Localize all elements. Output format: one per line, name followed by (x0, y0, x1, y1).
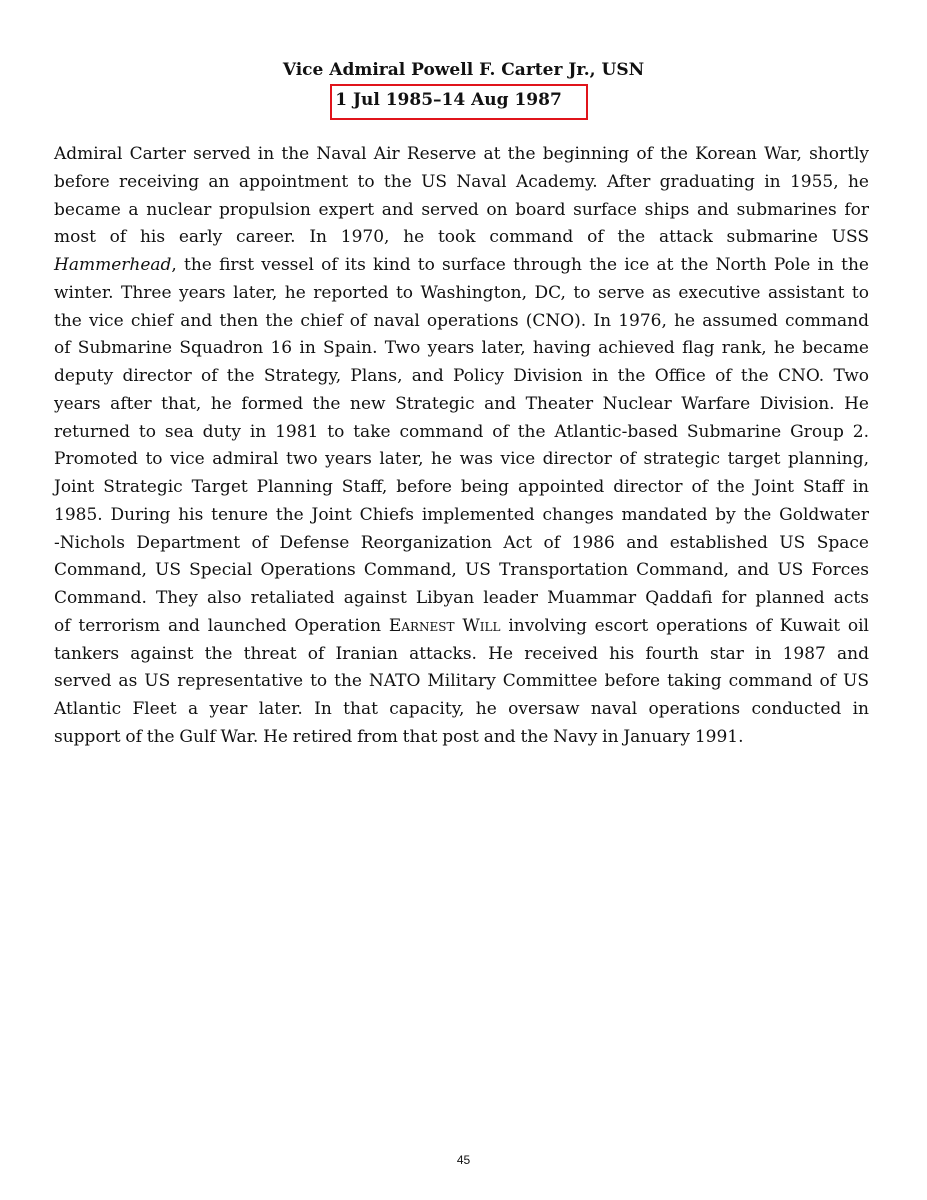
operation-name-smallcaps: Earnest Will (388, 615, 501, 636)
biography-line: Promoted to vice admiral two years later, he was vice director of strategic target planning, (54, 449, 869, 470)
biography-line: 1985. During his tenure the Joint Chiefs implemented changes mandated by the Goldwater (54, 504, 869, 525)
biography-line: support of the Gulf War. He retired from that post and the Navy in January 1991. (54, 726, 744, 747)
biography-line: before receiving an appointment to the US Naval Academy. After graduating in 1955, he (54, 171, 869, 192)
biography-line: tankers against the threat of Iranian attacks. He received his fourth star in 1987 and (54, 643, 869, 664)
biography-line: Admiral Carter served in the Naval Air Reserve at the beginning of the Korean War, shortly (54, 144, 869, 164)
biography-paragraph (54, 141, 869, 752)
biography-line: served as US representative to the NATO Military Committee before taking command of US (54, 671, 869, 692)
biography-line: deputy director of the Strategy, Plans, and Policy Division in the Office of the CNO. Two (54, 366, 869, 386)
biography-line: of Submarine Squadron 16 in Spain. Two years later, having achieved flag rank, he became (54, 338, 869, 359)
ship-name-italic: Hammerhead (54, 255, 172, 275)
biography-line: Joint Strategic Target Planning Staff, before being appointed director of the Joint Staff in (54, 477, 869, 497)
page-title: Vice Admiral Powell F. Carter Jr., USN (282, 60, 645, 80)
tenure-dates-highlighted: 1 Jul 1985–14 Aug 1987 (330, 84, 588, 120)
biography-line: Command. They also retaliated against Libyan leader Muammar Qaddafi for planned acts (54, 588, 869, 608)
biography-line: -Nichols Department of Defense Reorganization Act of 1986 and established US Space (54, 532, 869, 553)
tenure-row (0, 84, 927, 120)
biography-line: years after that, he formed the new Strategic and Theater Nuclear Warfare Division. He (54, 393, 869, 414)
biography-line: the vice chief and then the chief of naval operations (CNO). In 1976, he assumed command (54, 310, 869, 331)
biography-line-text: , the first vessel of its kind to surface through the ice at the North Pole in the (171, 255, 869, 275)
biography-line: became a nuclear propulsion expert and served on board surface ships and submarines for (54, 199, 869, 220)
biography-line (54, 252, 869, 280)
biography-line (54, 613, 869, 641)
biography-line-text: involving escort operations of Kuwait oil (500, 615, 869, 636)
biography-line: returned to sea duty in 1981 to take command of the Atlantic-based Submarine Group 2. (54, 421, 869, 442)
page-number: 45 (456, 1153, 471, 1167)
biography-line: winter. Three years later, he reported to Washington, DC, to serve as executive assistant to (54, 282, 869, 303)
biography-line: most of his early career. In 1970, he took command of the attack submarine USS (54, 227, 869, 248)
biography-line-text: of terrorism and launched Operation (54, 615, 389, 636)
biography-line: Atlantic Fleet a year later. In that capacity, he oversaw naval operations conducted in (54, 699, 869, 719)
biography-line: Command, US Special Operations Command, US Transportation Command, and US Forces (54, 560, 869, 581)
